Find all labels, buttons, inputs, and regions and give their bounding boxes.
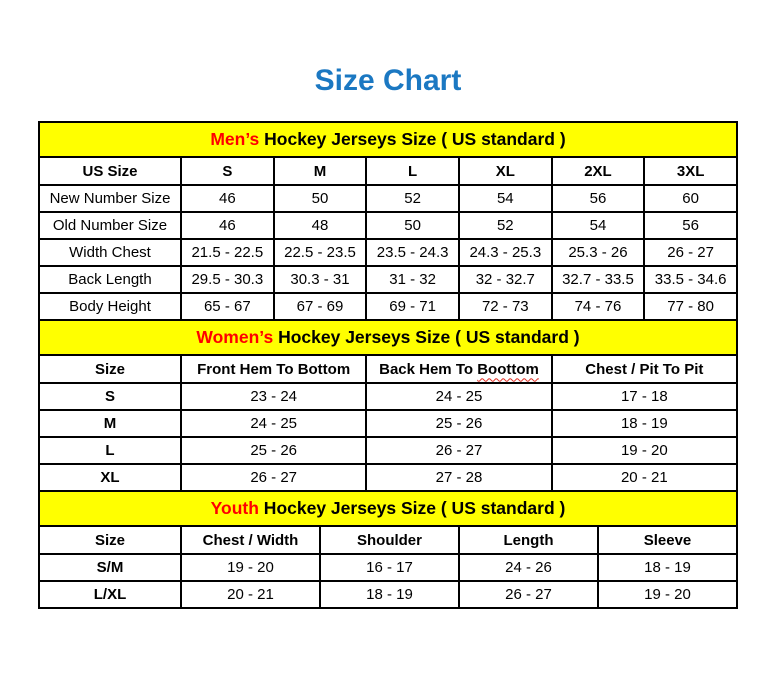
youth-section-band	[39, 491, 737, 526]
womens-size-value: 17 - 18	[552, 383, 737, 410]
mens-band-text: Hockey Jerseys Size ( US standard )	[259, 129, 566, 149]
mens-size-value: 54	[552, 212, 645, 239]
mens-row-label: Width Chest	[39, 239, 181, 266]
youth-size-value: 18 - 19	[598, 554, 737, 581]
womens-row-label: L	[39, 437, 181, 464]
womens-column-header: Front Hem To Bottom	[181, 355, 366, 383]
youth-band-text: Hockey Jerseys Size ( US standard )	[258, 498, 566, 518]
mens-row-label: Body Height	[39, 293, 181, 320]
mens-size-value: 32.7 - 33.5	[552, 266, 645, 293]
womens-table-row	[39, 437, 737, 464]
womens-table-row	[39, 410, 737, 437]
mens-size-value: 32 - 32.7	[459, 266, 552, 293]
womens-band-text: Hockey Jerseys Size ( US standard )	[273, 327, 580, 347]
size-chart-tables	[38, 121, 738, 609]
womens-column-header: Chest / Pit To Pit	[552, 355, 737, 383]
youth-row-label: L/XL	[39, 581, 181, 608]
mens-size-value: 56	[552, 185, 645, 212]
mens-size-value: 56	[644, 212, 737, 239]
womens-size-value: 26 - 27	[181, 464, 366, 491]
mens-column-header: M	[274, 157, 367, 185]
mens-size-value: 48	[274, 212, 367, 239]
mens-table-row	[39, 266, 737, 293]
mens-section-band	[39, 122, 737, 157]
youth-size-value: 26 - 27	[459, 581, 598, 608]
mens-column-header: 2XL	[552, 157, 645, 185]
youth-table-row	[39, 581, 737, 608]
mens-row-label: Old Number Size	[39, 212, 181, 239]
mens-row-label: New Number Size	[39, 185, 181, 212]
womens-size-value: 23 - 24	[181, 383, 366, 410]
mens-size-value: 24.3 - 25.3	[459, 239, 552, 266]
mens-size-value: 54	[459, 185, 552, 212]
mens-size-value: 29.5 - 30.3	[181, 266, 274, 293]
mens-size-value: 25.3 - 26	[552, 239, 645, 266]
mens-size-value: 52	[366, 185, 459, 212]
youth-size-table	[38, 490, 738, 609]
youth-size-value: 19 - 20	[181, 554, 320, 581]
mens-band-highlight: Men’s	[210, 129, 260, 149]
womens-size-value: 19 - 20	[552, 437, 737, 464]
mens-size-value: 69 - 71	[366, 293, 459, 320]
page-title: Size Chart	[314, 64, 462, 97]
mens-size-value: 72 - 73	[459, 293, 552, 320]
mens-table-row	[39, 212, 737, 239]
youth-column-header: Sleeve	[598, 526, 737, 554]
mens-size-value: 65 - 67	[181, 293, 274, 320]
womens-row-label: S	[39, 383, 181, 410]
youth-column-header: Length	[459, 526, 598, 554]
womens-size-table	[38, 319, 738, 492]
mens-size-value: 30.3 - 31	[274, 266, 367, 293]
youth-column-header: Shoulder	[320, 526, 459, 554]
mens-column-header: L	[366, 157, 459, 185]
womens-size-value: 24 - 25	[181, 410, 366, 437]
womens-table-row	[39, 383, 737, 410]
mens-size-value: 77 - 80	[644, 293, 737, 320]
womens-size-value: 26 - 27	[366, 437, 551, 464]
mens-size-value: 50	[366, 212, 459, 239]
mens-size-value: 50	[274, 185, 367, 212]
womens-size-value: 20 - 21	[552, 464, 737, 491]
mens-size-value: 74 - 76	[552, 293, 645, 320]
youth-size-value: 24 - 26	[459, 554, 598, 581]
mens-size-value: 67 - 69	[274, 293, 367, 320]
womens-size-value: 27 - 28	[366, 464, 551, 491]
womens-row-label: M	[39, 410, 181, 437]
mens-size-value: 60	[644, 185, 737, 212]
mens-size-value: 26 - 27	[644, 239, 737, 266]
mens-size-table	[38, 121, 738, 321]
mens-size-value: 21.5 - 22.5	[181, 239, 274, 266]
womens-column-header	[366, 355, 551, 383]
youth-size-value: 16 - 17	[320, 554, 459, 581]
mens-table-row	[39, 239, 737, 266]
womens-size-value: 24 - 25	[366, 383, 551, 410]
youth-size-value: 19 - 20	[598, 581, 737, 608]
womens-section-band	[39, 320, 737, 355]
womens-size-value: 25 - 26	[181, 437, 366, 464]
womens-size-value: 18 - 19	[552, 410, 737, 437]
mens-size-value: 46	[181, 185, 274, 212]
misspelled-word-with-squiggle: Boottom	[477, 360, 539, 378]
womens-row-label: XL	[39, 464, 181, 491]
youth-row-label: S/M	[39, 554, 181, 581]
mens-column-header: 3XL	[644, 157, 737, 185]
header-text: Back Hem To	[379, 360, 478, 378]
mens-row-label: Back Length	[39, 266, 181, 293]
mens-size-value: 52	[459, 212, 552, 239]
mens-size-value: 33.5 - 34.6	[644, 266, 737, 293]
mens-size-value: 23.5 - 24.3	[366, 239, 459, 266]
mens-table-row	[39, 185, 737, 212]
mens-size-value: 46	[181, 212, 274, 239]
youth-column-header: Size	[39, 526, 181, 554]
mens-column-header: XL	[459, 157, 552, 185]
youth-column-header: Chest / Width	[181, 526, 320, 554]
mens-table-row	[39, 293, 737, 320]
youth-size-value: 18 - 19	[320, 581, 459, 608]
womens-table-row	[39, 464, 737, 491]
mens-column-header: US Size	[39, 157, 181, 185]
womens-size-value: 25 - 26	[366, 410, 551, 437]
mens-column-header: S	[181, 157, 274, 185]
womens-column-header: Size	[39, 355, 181, 383]
mens-size-value: 22.5 - 23.5	[274, 239, 367, 266]
youth-size-value: 20 - 21	[181, 581, 320, 608]
youth-table-row	[39, 554, 737, 581]
youth-band-highlight: Youth	[210, 498, 259, 518]
womens-band-highlight: Women’s	[196, 327, 274, 347]
mens-size-value: 31 - 32	[366, 266, 459, 293]
